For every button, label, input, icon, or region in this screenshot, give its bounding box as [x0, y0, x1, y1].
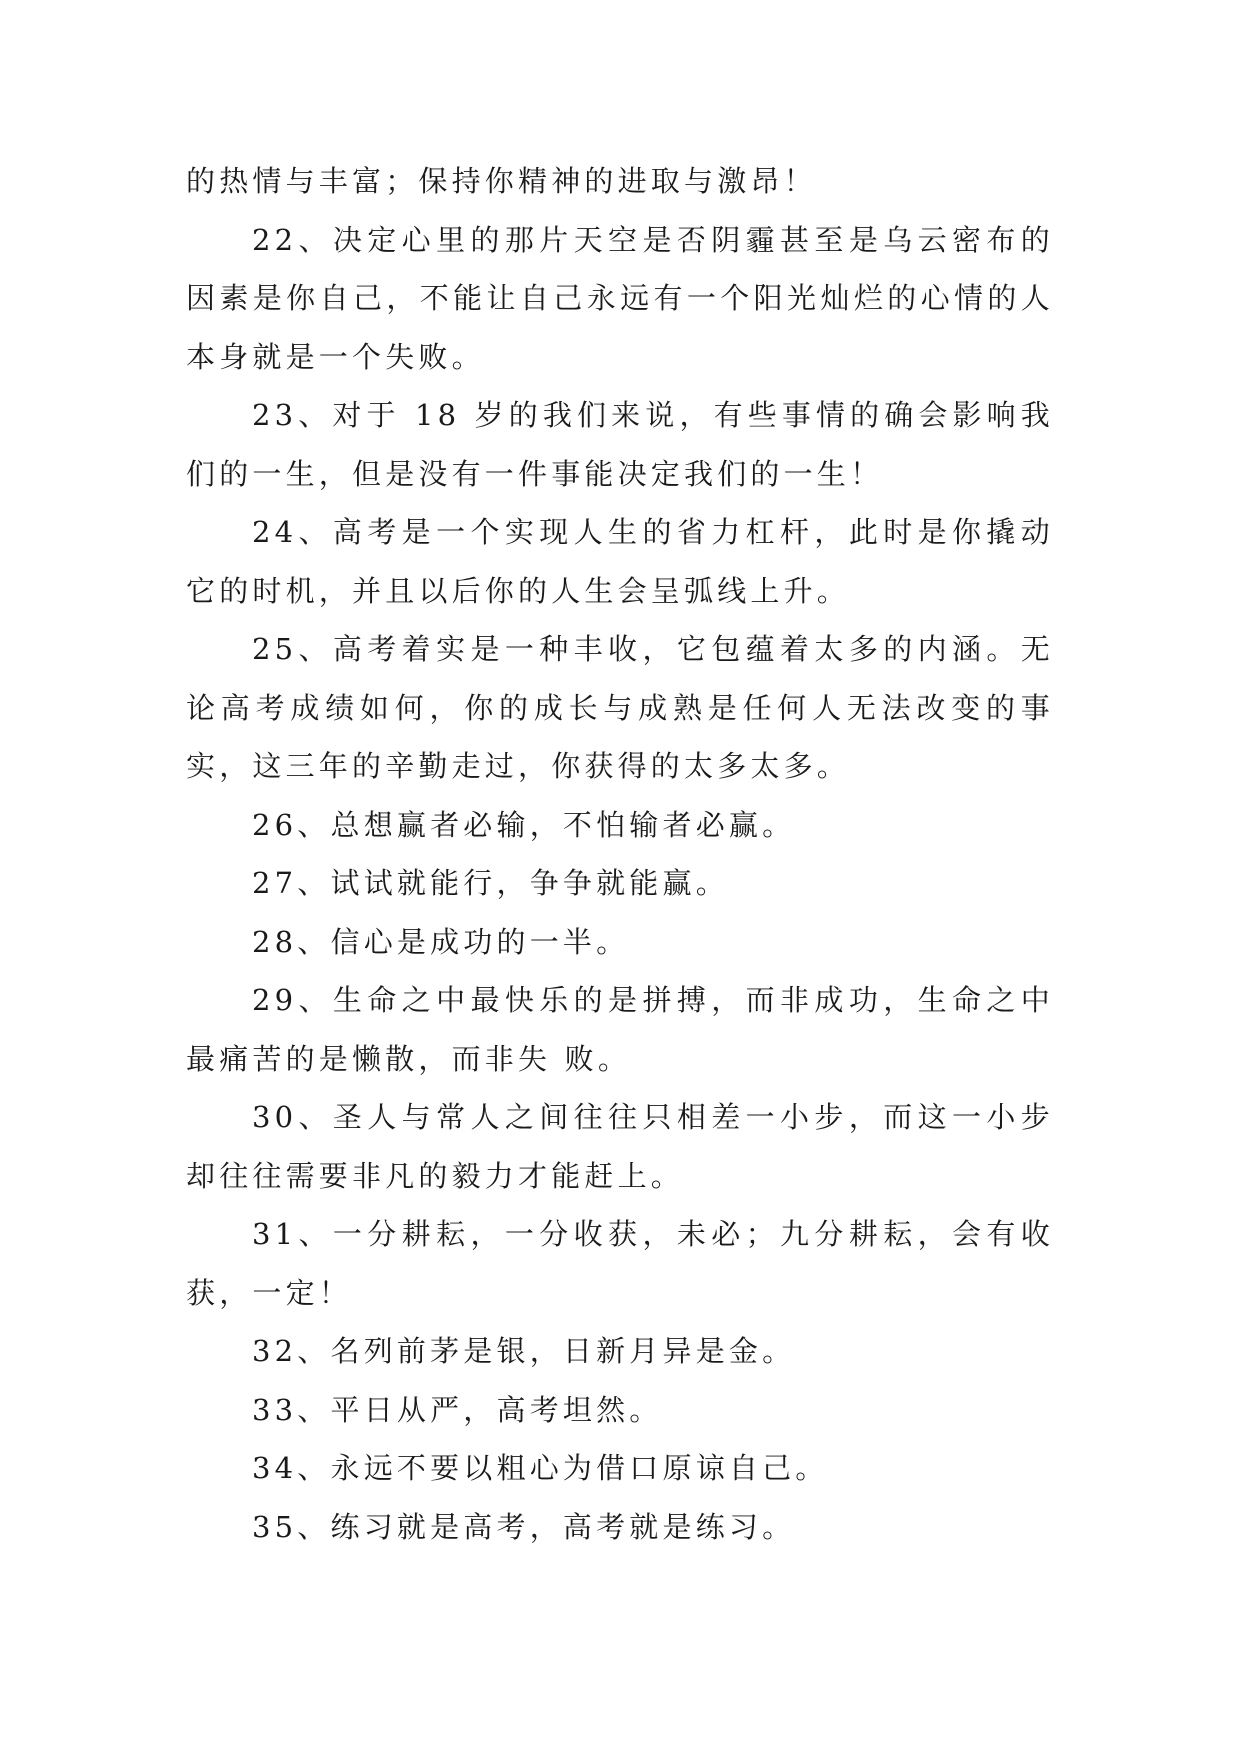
paragraph-item-29: 29、生命之中最快乐的是拼搏，而非成功，生命之中最痛苦的是懒散，而非失 败。: [186, 983, 1054, 1076]
paragraph-item-24: 24、高考是一个实现人生的省力杠杆，此时是你撬动它的时机，并且以后你的人生会呈弧线上升。: [186, 515, 1054, 608]
paragraph-item-31: 31、一分耕耘，一分收获，未必；九分耕耘，会有收获，一定！: [186, 1217, 1054, 1310]
paragraph-item-26: 26、总想赢者必输，不怕输者必赢。: [252, 807, 796, 842]
paragraph-item-32: 32、名列前茅是银，日新月异是金。: [252, 1334, 796, 1368]
paragraph-continuation: 的热情与丰富；保持你精神的进取与激昂！: [186, 164, 817, 198]
paragraph-item-23: 23、对于 18 岁的我们来说，有些事情的确会影响我们的一生，但是没有一件事能决定我们的一生！: [186, 398, 1054, 491]
document-body: [186, 152, 1054, 1556]
paragraph-item-35: 35、练习就是高考，高考就是练习。: [252, 1509, 796, 1544]
paragraph-item-28: 28、信心是成功的一半。: [252, 924, 630, 959]
paragraph-item-34: 34、永远不要以粗心为借口原谅自己。: [252, 1451, 829, 1485]
paragraph-item-22: 22、决定心里的那片天空是否阴霾甚至是乌云密布的因素是你自己，不能让自己永远有一个阳光灿烂的心情的人本身就是一个失败。: [186, 222, 1054, 374]
paragraph-item-27: 27、试试就能行，争争就能赢。: [252, 866, 729, 900]
paragraph-item-25: 25、高考着实是一种丰收，它包蕴着太多的内涵。无论高考成绩如何，你的成长与成熟是任何人无法改变的事实，这三年的辛勤走过，你获得的太多太多。: [186, 632, 1054, 783]
paragraph-item-33: 33、平日从严，高考坦然。: [252, 1392, 663, 1427]
paragraph-item-30: 30、圣人与常人之间往往只相差一小步，而这一小步却往往需要非凡的毅力才能赶上。: [186, 1100, 1054, 1193]
